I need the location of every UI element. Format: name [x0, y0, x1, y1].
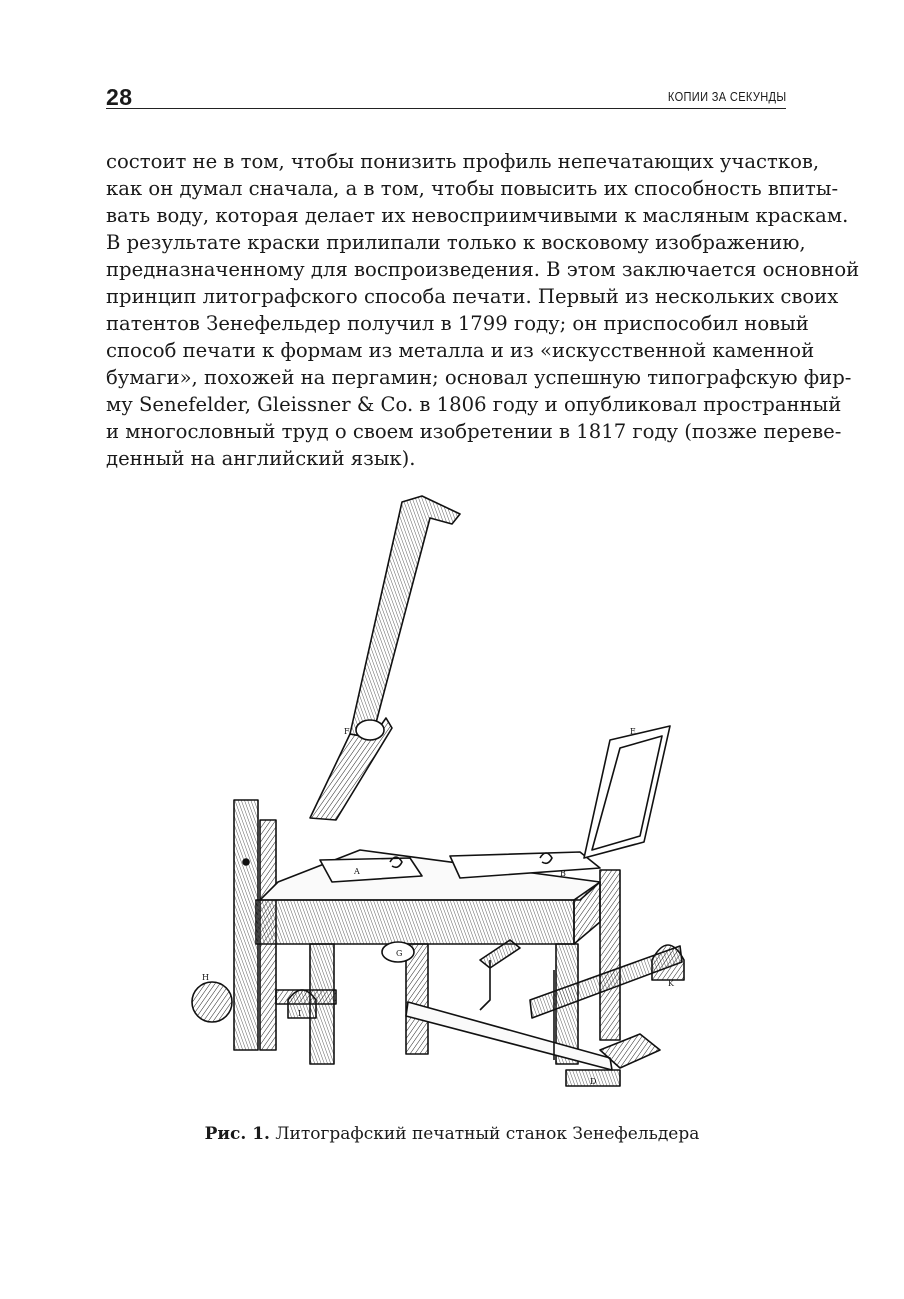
label-e: E — [630, 727, 636, 736]
text-line: В результате краски прилипали только к восковому изображению, — [106, 231, 806, 254]
text-line: состоит не в том, чтобы понизить профиль непечатающих участков, — [106, 150, 820, 173]
caption-label: Рис. 1. — [204, 1124, 270, 1144]
text-line: му Senefelder, Gleissner & Co. в 1806 году и опубликовал пространный — [106, 393, 842, 416]
label-h: H — [202, 973, 209, 982]
text-line: принцип литографского способа печати. Первый из нескольких своих — [106, 285, 839, 308]
caption-text: Литографский печатный станок Зенефельдера — [275, 1124, 700, 1144]
label-k: K — [668, 979, 674, 988]
lithographic-press-icon — [160, 490, 716, 1100]
press-illustration — [160, 490, 716, 1100]
text-line: и многословный труд о своем изобретении в 1817 году (позже переве- — [106, 420, 842, 443]
text-line: денный на английский язык). — [106, 447, 416, 470]
text-line: бумаги», похожей на пергамин; основал успешную типографскую фир- — [106, 366, 852, 389]
text-line: вать воду, которая делает их невосприимчивыми к масляным краскам. — [106, 204, 849, 227]
page-number: 28 — [106, 84, 133, 110]
label-g: G — [396, 949, 403, 958]
label-a: A — [354, 867, 360, 876]
running-title: КОПИИ ЗА СЕКУНДЫ — [667, 89, 786, 104]
label-b: B — [560, 869, 566, 878]
text-line: патентов Зенефельдер получил в 1799 году; он приспособил новый — [106, 312, 809, 335]
figure-caption — [0, 1124, 904, 1144]
body-paragraph — [106, 148, 860, 472]
text-line: способ печати к формам из металла и из «искусственной каменной — [106, 339, 815, 362]
header-rule — [106, 108, 786, 109]
label-d: D — [590, 1077, 597, 1086]
text-line: как он думал сначала, а в том, чтобы повысить их способность впиты- — [106, 177, 839, 200]
label-i: I — [298, 1009, 302, 1018]
label-f: F — [344, 727, 350, 736]
text-line: предназначенному для воспроизведения. В этом заключается основной — [106, 258, 860, 281]
